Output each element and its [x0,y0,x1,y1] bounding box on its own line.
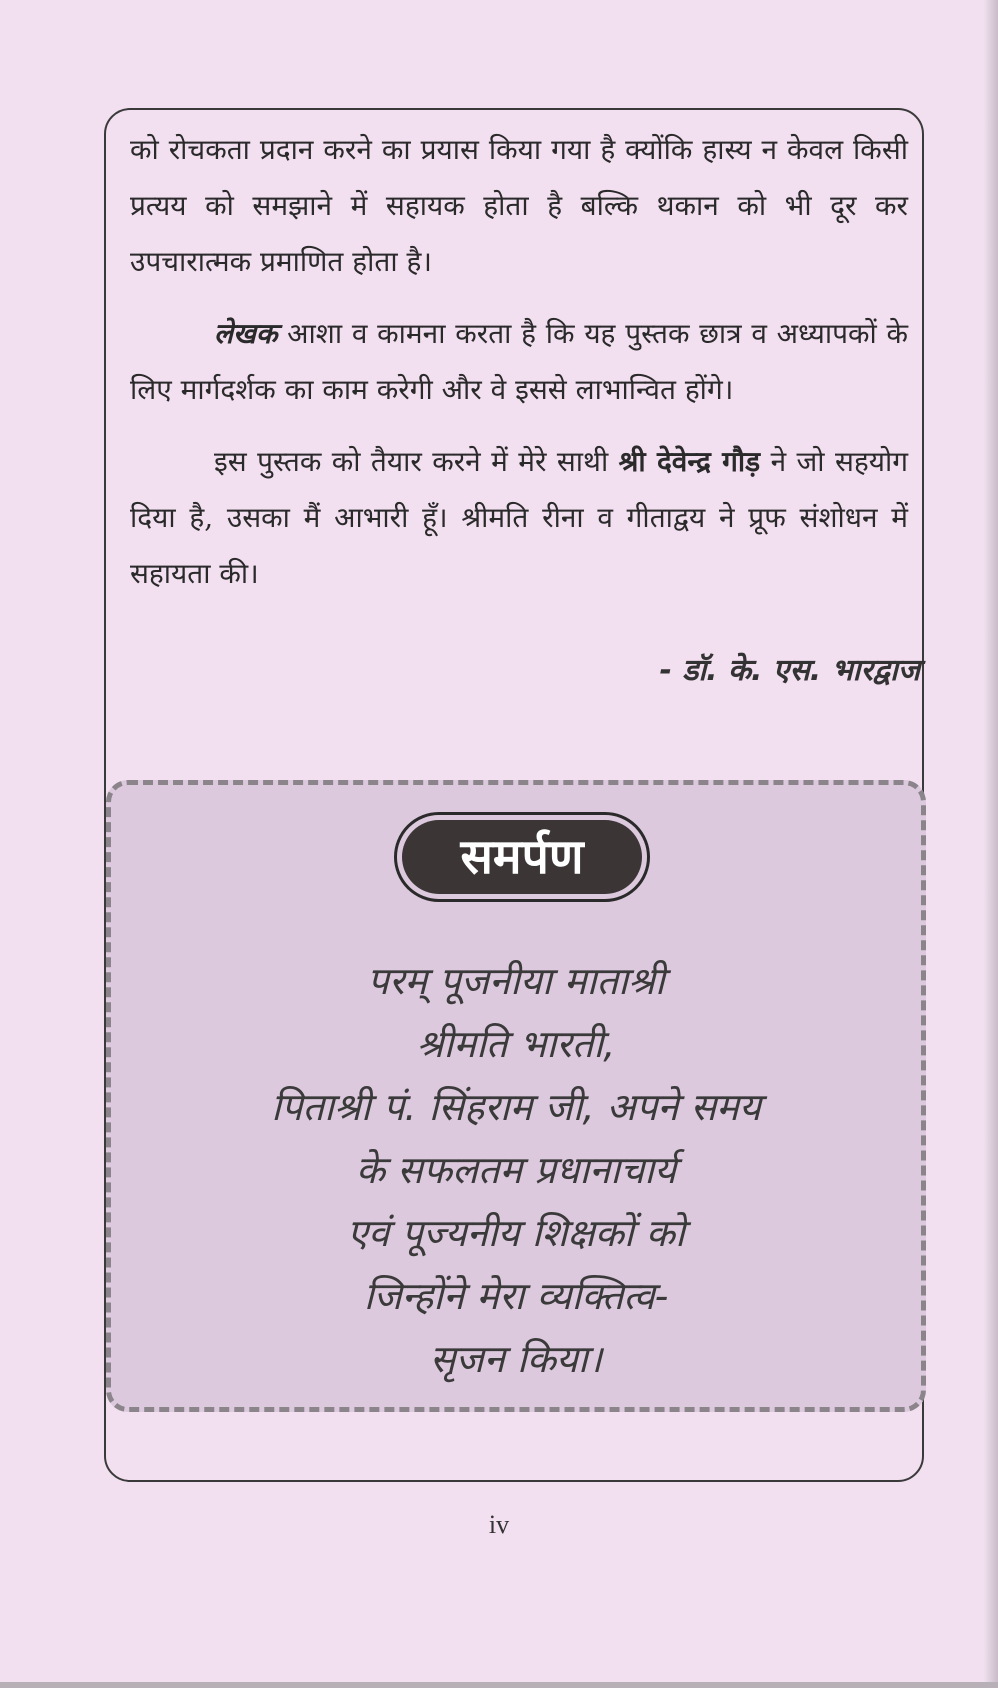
preface-paragraph-1-text: को रोचकता प्रदान करने का प्रयास किया गया है क्योंकि हास्य न केवल किसी प्रत्यय को समझाने में सहायक होता है बल्कि थकान को भी दूर कर उपचारात्मक प्रमाणित होता है। [130,133,908,278]
dedication-line: एवं पूज्यनीय शिक्षकों को [347,1211,685,1255]
preface-paragraph-2-text: आशा व कामना करता है कि यह पुस्तक छात्र व अध्यापकों के लिए मार्गदर्शक का काम करेगी और वे इससे लाभान्वित होंगे। [130,317,908,406]
dedication-line: सृजन किया। [429,1337,603,1381]
preface-paragraph-3-start: इस पुस्तक को तैयार करने में मेरे साथी [214,445,619,478]
author-word: लेखक [214,317,278,350]
dedication-line: पिताश्री पं. सिंहराम जी, अपने समय [271,1085,761,1129]
preface-paragraph-1 [130,122,908,290]
preface-paragraph-3-text: ने जो सहयोग दिया है, उसका मैं आभारी हूँ। श्रीमति रीना व गीताद्वय ने प्रूफ संशोधन में सहायता की। [130,445,908,590]
preface-paragraph-3 [130,434,908,602]
dedication-line: श्रीमति भारती, [416,1022,616,1066]
dedication-line: जिन्होंने मेरा व्यक्तित्व- [363,1274,669,1318]
page-edge-bottom [0,1682,998,1688]
preface-text [130,122,908,618]
dedication-heading: समर्पण [402,820,642,894]
page-edge [984,0,998,1688]
preface-paragraph-2 [130,306,908,418]
dedication-line: के सफलतम प्रधानाचार्य [355,1148,677,1192]
dedication-text [126,950,906,1391]
dedication-heading-badge [394,812,650,902]
page-number: iv [488,1510,510,1539]
dedication-line: परम् पूजनीया माताश्री [367,959,665,1003]
collaborator-name: श्री देवेन्द्र गौड़ [618,445,761,478]
author-signature: - डॉ. के. एस. भारद्वाज [659,653,920,688]
